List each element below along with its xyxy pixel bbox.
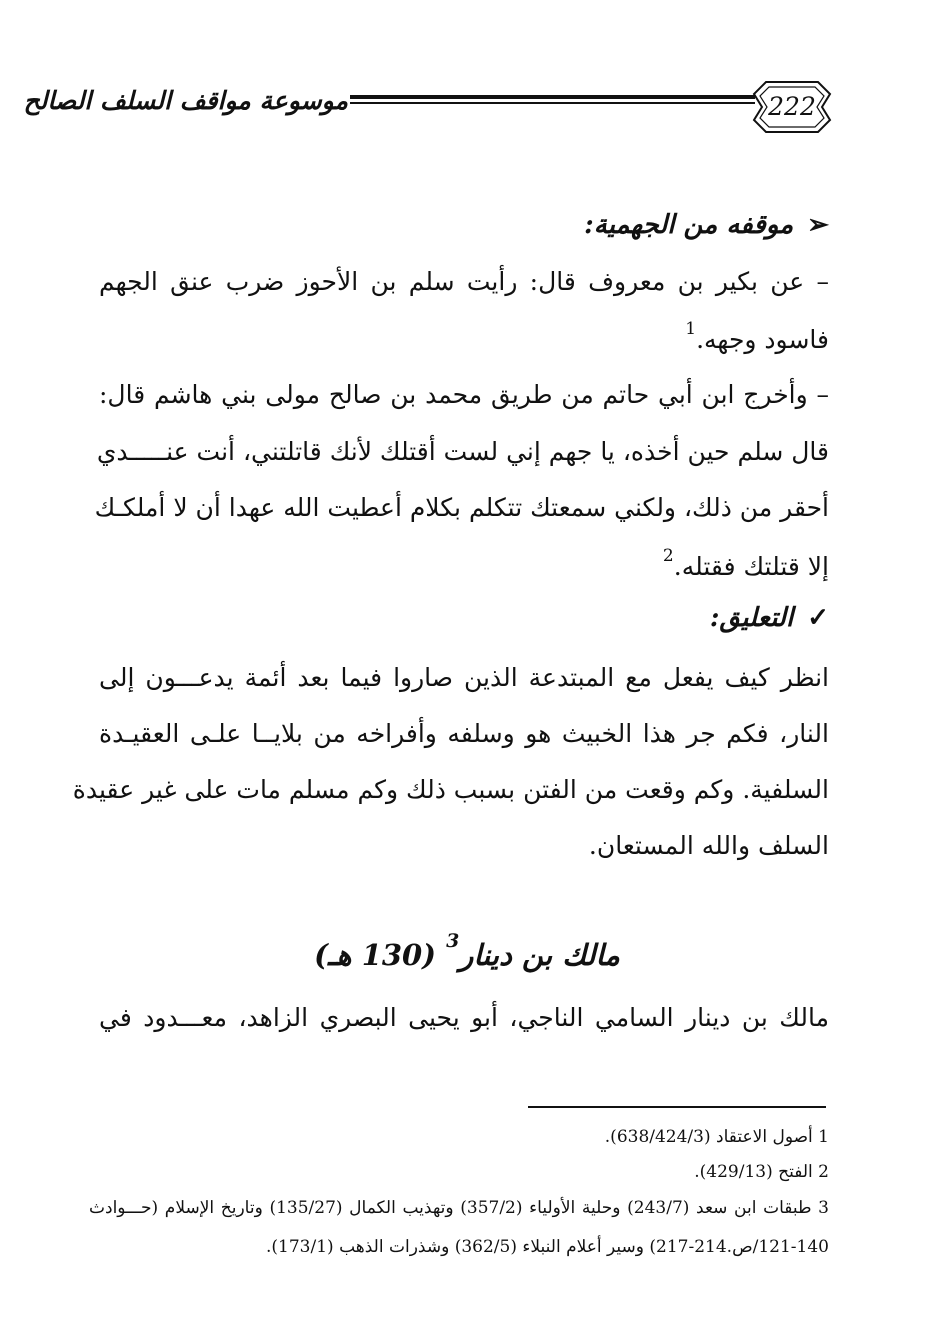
footnote <box>89 1193 829 1223</box>
footnote-number: 2 <box>818 1162 829 1182</box>
header-rule <box>350 95 755 106</box>
paragraph-line: أحقر من ذلك، ولكني سمعتك تتكلم بكلام أعطيت الله عهدا أن لا أملكـك <box>94 493 829 522</box>
footnote-text: الفتح (429/13). <box>694 1162 813 1182</box>
footnote-reference: 1 <box>685 319 697 339</box>
paragraph-line <box>99 547 829 587</box>
paragraph-line: انظر كيف يفعل مع المبتدعة الذين صاروا فيما بعد أئمة يدعـــون إلى <box>99 663 829 692</box>
subheading-jahmiyya <box>99 205 829 245</box>
subheading-commentary <box>99 598 829 638</box>
footnote-number: 3 <box>818 1198 829 1218</box>
checkmark-icon: ✓ <box>807 603 829 633</box>
page-number: 222 <box>768 92 816 121</box>
footnote-reference: 3 <box>446 930 460 952</box>
paragraph-text: إلا قتلتك فقتله. <box>673 552 829 581</box>
paragraph-line: – وأخرج ابن أبي حاتم من طريق محمد بن صالح مولى بني هاشم قال: <box>99 380 829 409</box>
paragraph-line: السلفية. وكم وقعت من الفتن بسبب ذلك وكم مسلم مات على غير عقيدة <box>72 775 829 804</box>
section-year: (130 هـ) <box>314 938 436 972</box>
arrow-bullet-icon: ➢ <box>807 210 829 240</box>
paragraph-line: – عن بكير بن معروف قال: رأيت سلم بن الأحوز ضرب عنق الجهم <box>99 267 829 296</box>
footnote-continuation: 121-140/ص.214-217) وسير أعلام النبلاء (362/5) وشذرات الذهب (173/1). <box>266 1237 829 1257</box>
footnote-separator <box>528 1106 826 1108</box>
paragraph-line: السلف والله المستعان. <box>588 831 829 860</box>
paragraph-line: النار، فكم جر هذا الخبيث هو وسلفه وأفراخه من بلايــا علـى العقيـدة <box>99 719 829 748</box>
footnote <box>89 1157 829 1187</box>
footnote-number: 1 <box>818 1127 829 1147</box>
footnote-reference: 2 <box>662 546 674 566</box>
paragraph-line: مالك بن دينار السامي الناجي، أبو يحيى البصري الزاهد، معـــدود في <box>99 1003 829 1032</box>
footnote <box>89 1122 829 1152</box>
paragraph-text: فاسود وجهه. <box>696 325 829 354</box>
footnote-text: أصول الاعتقاد (638/424/3). <box>604 1127 813 1147</box>
section-title <box>200 930 734 980</box>
running-header-title: موسوعة مواقف السلف الصالح <box>23 86 348 115</box>
paragraph-line: قال سلم حين أخذه، يا جهم إني لست أقتلك لأنك قاتلتني، أنت عنـــــدي <box>96 437 829 466</box>
subheading-text: التعليق: <box>709 603 794 633</box>
subheading-text: موقفه من الجهمية: <box>584 210 794 240</box>
paragraph-line <box>99 320 829 360</box>
footnote-text: طبقات ابن سعد (243/7) وحلية الأولياء (357/2) وتهذيب الكمال (135/27) وتاريخ الإسلام (حـــوادث <box>89 1198 812 1218</box>
section-name: مالك بن دينار <box>459 938 620 972</box>
